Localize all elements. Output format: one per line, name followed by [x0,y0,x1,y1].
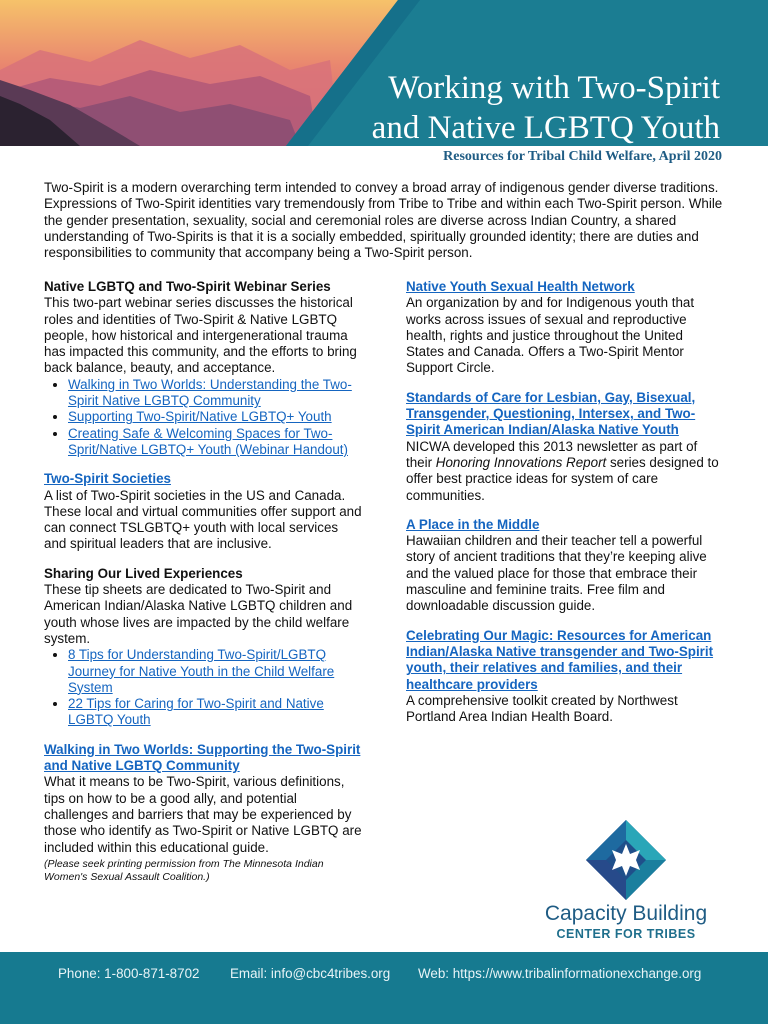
webinar-heading: Native LGBTQ and Two-Spirit Webinar Series [44,279,331,294]
magic-section [406,628,724,726]
societies-link[interactable]: Two-Spirit Societies [44,471,171,487]
standards-section [406,390,724,504]
network-body: An organization by and for Indigenous youth that works across issues of sexual and reproductive health, rights and justice throughout the United States and Canada. Offers a Two-Spirit Mentor Support Circle. [406,295,695,376]
middle-section [406,517,724,615]
lived-section [44,566,362,729]
walking-section [44,742,362,885]
standards-body-before: NICWA developed this 2013 newsletter as part of their [406,438,698,470]
webinar-link-supporting[interactable]: Supporting Two-Spirit/Native LGBTQ+ Youth [68,409,332,425]
title-line-2: and Native LGBTQ Youth [371,110,720,146]
tips-8-link[interactable]: 8 Tips for Understanding Two-Spirit/LGBTQ Journey for Native Youth in the Child Welfare System [68,647,335,695]
network-link[interactable]: Native Youth Sexual Health Network [406,279,635,294]
standards-link[interactable]: Standards of Care for Lesbian, Gay, Bisexual, Transgender, Questioning, Intersex, and Two-Spirit American Indian/Alaska Native Youth [406,389,696,438]
footer-web[interactable]: Web: https://www.tribalinformationexchange.org [418,966,702,981]
title-line-1: Working with Two-Spirit [388,70,720,106]
left-column [44,279,362,898]
lived-link-list [44,647,362,728]
list-item [68,426,362,459]
capacity-building-logo [528,820,724,948]
societies-section [44,471,362,552]
tips-22-link[interactable]: 22 Tips for Caring for Two-Spirit and Native LGBTQ Youth [68,696,324,728]
middle-link[interactable]: A Place in the Middle [406,516,540,532]
standards-body-after: series designed to offer best practice ideas for system of care communities. [406,454,719,503]
societies-body: A list of Two-Spirit societies in the US and Canada. These local and virtual communities offer support and can connect TSLGBTQ+ youth with local services and spiritual leaders that are inclusive. [44,487,362,552]
network-section [406,279,724,377]
list-item [68,377,362,410]
header-banner [0,0,768,146]
lived-heading: Sharing Our Lived Experiences [44,565,243,581]
walking-body: What it means to be Two-Spirit, various definitions, tips on how to be a good ally, and potential challenges and barriers that may be experienced by those who identify as Two-Spirit or Native LGBTQ are included within this educational guide. [44,774,362,855]
footer-email[interactable]: Email: info@cbc4tribes.org [230,966,391,981]
magic-link[interactable]: Celebrating Our Magic: Resources for American Indian/Alaska Native transgender and Two-Spirit youth, their relatives and families, and their healthcare providers [406,627,714,692]
webinar-body: This two-part webinar series discusses the historical roles and identities of Two-Spirit & Native LGBTQ people, how historical and intergenerational trauma has impacted this community, and the efforts to bring back balance, beauty, and acceptance. [44,295,357,376]
middle-body: Hawaiian children and their teacher tell a powerful story of ancient traditions that they’re keeping alive and the valued place for those that embrace their masculine and feminine traits. Free film and downloadable discussion guide. [406,533,707,614]
diamond-star-icon [580,820,672,900]
permission-note: (Please seek printing permission from The Minnesota Indian Women's Sexual Assault Coalition.) [44,857,324,884]
list-item [68,696,362,729]
lived-body: These tip sheets are dedicated to Two-Spirit and American Indian/Alaska Native LGBTQ children and youth whose lives are impacted by the child welfare system. [44,582,353,646]
standards-body [406,439,724,504]
right-column [406,279,724,738]
walking-link[interactable]: Walking in Two Worlds: Supporting the Two-Spirit and Native LGBTQ Community [44,741,361,774]
page-title [300,68,720,146]
webinar-section [44,279,362,458]
webinar-link-understanding[interactable]: Walking in Two Worlds: Understanding the Two-Spirit Native LGBTQ Community [68,376,352,409]
footer-phone: Phone: 1-800-871-8702 [58,966,200,981]
logo-line-1: Capacity Building [544,902,708,925]
intro-paragraph: Two-Spirit is a modern overarching term intended to convey a broad array of indigenous gender diverse traditions. Expressions of Two-Spirit identities vary tremendously from Tribe to Tribe and within each Two-Spirit person. While the gender presentation, sexuality, social and ceremonial roles are diverse across Indian Country, a shared understanding of Two-Spirits is that it is a socially embedded, spiritually grounded identity; there are duties and responsibilities to community that accompany being a Two-Spirit person. [44,180,723,261]
list-item [68,409,362,425]
webinar-link-list [44,377,362,458]
standards-report-title: Honoring Innovations Report [435,454,607,470]
page-subtitle: Resources for Tribal Child Welfare, April 2020 [443,149,722,164]
list-item [68,647,362,696]
webinar-link-handout[interactable]: Creating Safe & Welcoming Spaces for Two-Sprit/Native LGBTQ+ Youth (Webinar Handout) [68,425,348,457]
logo-line-2: CENTER FOR TRIBES [556,927,696,941]
footer-bar [0,952,768,1024]
magic-body: A comprehensive toolkit created by Northwest Portland Area Indian Health Board. [406,692,678,725]
